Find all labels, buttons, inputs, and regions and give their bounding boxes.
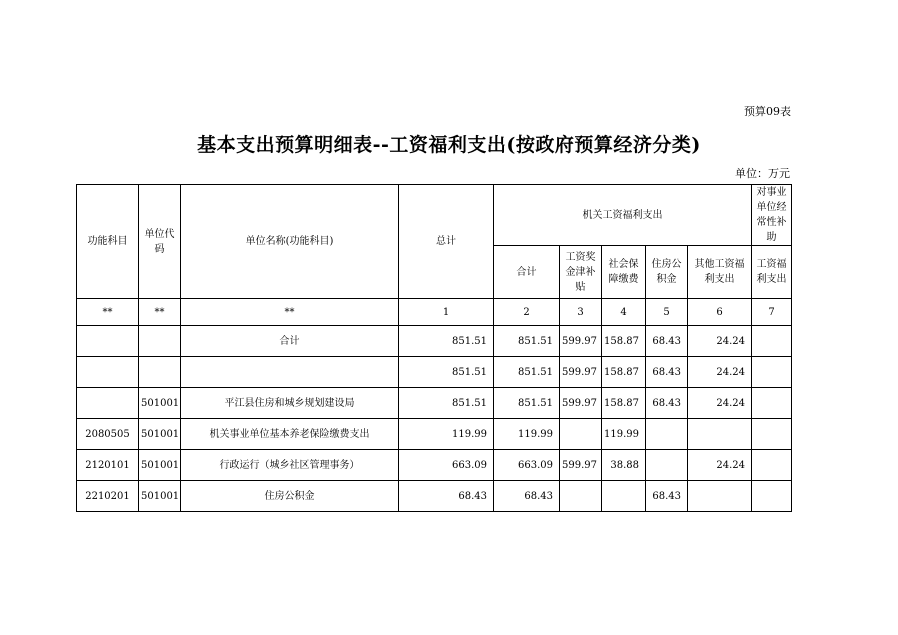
- table-row: [77, 450, 792, 481]
- subtotal-cell: 851.51: [494, 326, 560, 357]
- index-cell: **: [77, 299, 139, 326]
- social-cell: 158.87: [602, 388, 646, 419]
- salary-cell: 599.97: [560, 450, 602, 481]
- housing-cell: 68.43: [646, 481, 688, 512]
- social-cell: 158.87: [602, 357, 646, 388]
- unit-name-cell: 平江县住房和城乡规划建设局: [181, 388, 399, 419]
- salary-cell: 599.97: [560, 326, 602, 357]
- header-public-institution-group: 对事业单位经常性补助: [752, 185, 792, 246]
- index-row: [77, 299, 792, 326]
- other-cell: 24.24: [688, 326, 752, 357]
- unit-code-cell: [139, 326, 181, 357]
- func-code-cell: 2210201: [77, 481, 139, 512]
- total-cell: 851.51: [399, 388, 494, 419]
- total-cell: 851.51: [399, 357, 494, 388]
- index-cell: **: [139, 299, 181, 326]
- pi-cell: [752, 326, 792, 357]
- unit-name-cell: 机关事业单位基本养老保险缴费支出: [181, 419, 399, 450]
- func-code-cell: [77, 388, 139, 419]
- subtotal-cell: 851.51: [494, 357, 560, 388]
- total-cell: 68.43: [399, 481, 494, 512]
- table-row: [77, 388, 792, 419]
- header-org-salary-group: 机关工资福利支出: [494, 185, 752, 246]
- salary-cell: [560, 481, 602, 512]
- subtotal-cell: 851.51: [494, 388, 560, 419]
- other-cell: [688, 419, 752, 450]
- index-cell: 1: [399, 299, 494, 326]
- header-total: 总计: [399, 185, 494, 299]
- pi-cell: [752, 419, 792, 450]
- unit-code-cell: 501001: [139, 388, 181, 419]
- subtotal-cell: 119.99: [494, 419, 560, 450]
- total-cell: 119.99: [399, 419, 494, 450]
- pi-cell: [752, 388, 792, 419]
- header-subtotal: 合计: [494, 246, 560, 299]
- social-cell: 119.99: [602, 419, 646, 450]
- housing-cell: [646, 419, 688, 450]
- unit-label: 单位：万元: [735, 167, 790, 180]
- table-row: [77, 419, 792, 450]
- total-cell: 663.09: [399, 450, 494, 481]
- header-other-welfare: 其他工资福利支出: [688, 246, 752, 299]
- housing-cell: 68.43: [646, 388, 688, 419]
- unit-code-cell: 501001: [139, 481, 181, 512]
- header-unit-name: 单位名称(功能科目): [181, 185, 399, 299]
- unit-name-cell: 住房公积金: [181, 481, 399, 512]
- pi-cell: [752, 481, 792, 512]
- unit-code-cell: 501001: [139, 450, 181, 481]
- budget-table: [76, 184, 792, 512]
- table-row: [77, 481, 792, 512]
- header-pi-salary: 工资福利支出: [752, 246, 792, 299]
- page-title: 基本支出预算明细表--工资福利支出(按政府预算经济分类): [197, 134, 701, 156]
- table-number: 预算09表: [744, 105, 791, 118]
- func-code-cell: [77, 326, 139, 357]
- social-cell: 158.87: [602, 326, 646, 357]
- header-func-code: 功能科目: [77, 185, 139, 299]
- housing-cell: [646, 450, 688, 481]
- other-cell: 24.24: [688, 388, 752, 419]
- salary-cell: 599.97: [560, 388, 602, 419]
- unit-name-cell: 合计: [181, 326, 399, 357]
- index-cell: 4: [602, 299, 646, 326]
- pi-cell: [752, 450, 792, 481]
- header-social-security: 社会保障缴费: [602, 246, 646, 299]
- index-cell: 5: [646, 299, 688, 326]
- salary-cell: 599.97: [560, 357, 602, 388]
- housing-cell: 68.43: [646, 326, 688, 357]
- subtotal-cell: 68.43: [494, 481, 560, 512]
- unit-name-cell: 行政运行（城乡社区管理事务）: [181, 450, 399, 481]
- unit-code-cell: 501001: [139, 419, 181, 450]
- other-cell: [688, 481, 752, 512]
- header-salary-bonus: 工资奖金津补贴: [560, 246, 602, 299]
- salary-cell: [560, 419, 602, 450]
- other-cell: 24.24: [688, 357, 752, 388]
- func-code-cell: 2080505: [77, 419, 139, 450]
- header-unit-code: 单位代码: [139, 185, 181, 299]
- func-code-cell: 2120101: [77, 450, 139, 481]
- pi-cell: [752, 357, 792, 388]
- social-cell: 38.88: [602, 450, 646, 481]
- total-cell: 851.51: [399, 326, 494, 357]
- unit-code-cell: [139, 357, 181, 388]
- other-cell: 24.24: [688, 450, 752, 481]
- index-cell: 6: [688, 299, 752, 326]
- social-cell: [602, 481, 646, 512]
- table-row: [77, 326, 792, 357]
- index-cell: 2: [494, 299, 560, 326]
- func-code-cell: [77, 357, 139, 388]
- header-housing-fund: 住房公积金: [646, 246, 688, 299]
- table-row: [77, 357, 792, 388]
- index-cell: **: [181, 299, 399, 326]
- index-cell: 7: [752, 299, 792, 326]
- index-cell: 3: [560, 299, 602, 326]
- subtotal-cell: 663.09: [494, 450, 560, 481]
- housing-cell: 68.43: [646, 357, 688, 388]
- unit-name-cell: [181, 357, 399, 388]
